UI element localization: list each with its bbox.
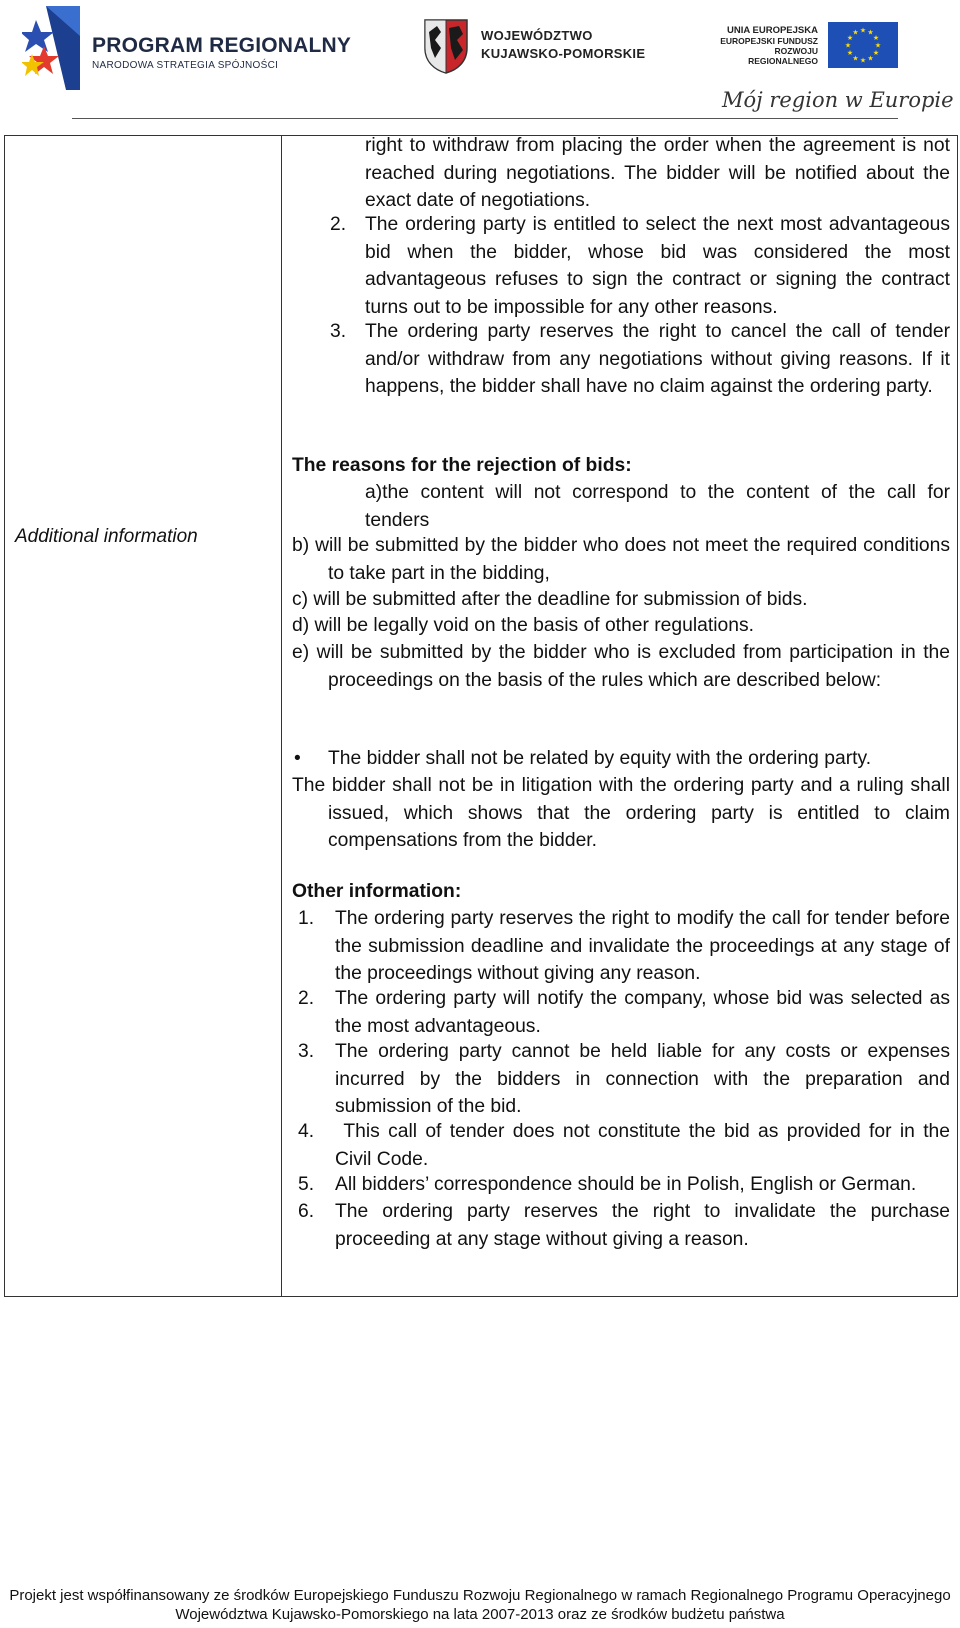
list-number: 3.: [330, 321, 347, 342]
list-number: 2.: [330, 214, 347, 235]
row-label-additional-information: Additional information: [15, 526, 198, 547]
rejection-reason-a: a)the content will not correspond to the content of the call for tenders: [365, 482, 950, 531]
rejection-reason-d: d) will be legally void on the basis of other regulations.: [292, 615, 754, 636]
eu-star-icon: ★: [872, 50, 880, 57]
list-number: 6.: [298, 1201, 315, 1222]
eu-star-icon: ★: [852, 55, 859, 63]
eu-star-icon: ★: [859, 57, 867, 65]
page-footer: [0, 1586, 960, 1624]
list-text: The ordering party reserves the right to invalidate the purchase proceeding at any stage without giving a reason.: [335, 1201, 950, 1250]
page-header: [0, 0, 960, 135]
information-table: [4, 135, 958, 1297]
list-text: This call of tender does not constitute the bid as provided for in the Civil Code.: [335, 1121, 956, 1170]
continuation-paragraph: right to withdraw from placing the order when the agreement is not reached during negotiations. The bidder will be notified about the exact date of negotiations.: [365, 135, 950, 211]
bullet-mark: •: [294, 748, 301, 769]
footer-line2: Województwa Kujawsko-Pomorskiego na lata 2007-2013 oraz ze środków budżetu państwa: [175, 1606, 785, 1623]
rejection-reason-c: c) will be submitted after the deadline for submission of bids.: [292, 589, 808, 610]
list-number: 5.: [298, 1174, 315, 1195]
eu-line1: UNIA EUROPEJSKA: [727, 25, 818, 36]
list-text: The ordering party reserves the right to cancel the call of tender and/or withdraw from any negotiations without giving reasons. If it happens, the bidder shall have no claim against the ordering party.: [365, 321, 950, 397]
list-number: 2.: [298, 988, 315, 1009]
list-number: 3.: [298, 1041, 315, 1062]
program-regionalny-logo: [22, 6, 352, 90]
program-subtitle: NARODOWA STRATEGIA SPÓJNOŚCI: [92, 60, 279, 71]
kujawsko-pomorskie-logo: [423, 18, 653, 76]
column-divider: [281, 136, 282, 1296]
eu-star-icon: ★: [874, 42, 882, 50]
motto-signature: Mój region w Europie: [722, 88, 954, 112]
eu-star-icon: ★: [859, 27, 867, 35]
eu-star-icon: ★: [852, 29, 859, 37]
eu-line2: EUROPEJSKI FUNDUSZ: [720, 36, 818, 46]
region-name-line1: WOJEWÓDZTWO: [481, 28, 593, 43]
other-information-heading: Other information:: [292, 881, 462, 902]
bullet-text: The bidder shall not be related by equity with the ordering party.: [328, 748, 872, 769]
eu-star-icon: ★: [867, 55, 874, 63]
list-number: 1.: [298, 908, 315, 929]
footer-line1: Projekt jest współfinansowany ze środków Europejskiego Funduszu Rozwoju Regionalnego w ramach Regionalnego Programu Operacyjnego: [9, 1587, 951, 1604]
region-name-line2: KUJAWSKO-POMORSKIE: [481, 46, 646, 61]
list-text: The ordering party is entitled to select the next most advantageous bid when the bidder, whose bid was considered the most advantageous refuses to sign the contract or signing the contract turns out to be impossible for any other reasons.: [365, 214, 950, 318]
rejection-reason-e: e) will be submitted by the bidder who is excluded from participation in the proceedings on the basis of the rules which are described below:: [292, 642, 950, 691]
list-text: All bidders’ correspondence should be in Polish, English or German.: [335, 1174, 917, 1195]
list-text: The ordering party cannot be held liable for any costs or expenses incurred by the bidders in connection with the preparation and submission of the bid.: [335, 1041, 950, 1117]
eu-star-icon: ★: [846, 50, 854, 57]
star-logo-icon: [22, 6, 80, 90]
eu-star-icon: ★: [867, 29, 874, 37]
litigation-paragraph: The bidder shall not be in litigation with the ordering party and a ruling shall issued, which shows that the ordering party is entitled to claim compensations from the bidder.: [292, 775, 950, 851]
list-text: The ordering party reserves the right to modify the call for tender before the submission deadline and invalidate the proceedings at any stage of the proceedings without giving any reason.: [335, 908, 950, 984]
eu-star-icon: ★: [872, 35, 880, 42]
coat-of-arms-icon: [423, 18, 469, 74]
rejection-reason-b: b) will be submitted by the bidder who does not meet the required conditions to take part in the bidding,: [292, 535, 950, 584]
header-divider: [72, 118, 898, 119]
program-title: PROGRAM REGIONALNY: [92, 34, 352, 57]
eu-star-icon: ★: [846, 35, 854, 42]
eu-text: [708, 26, 818, 66]
eu-line3: ROZWOJU REGIONALNEGO: [748, 46, 818, 66]
rejection-heading: The reasons for the rejection of bids:: [292, 455, 632, 476]
eu-flag-icon: [828, 22, 898, 68]
eu-star-icon: ★: [844, 42, 852, 50]
eu-logo: [708, 20, 900, 72]
list-number: 4.: [298, 1121, 315, 1142]
list-text: The ordering party will notify the company, whose bid was selected as the most advantageous.: [335, 988, 950, 1037]
